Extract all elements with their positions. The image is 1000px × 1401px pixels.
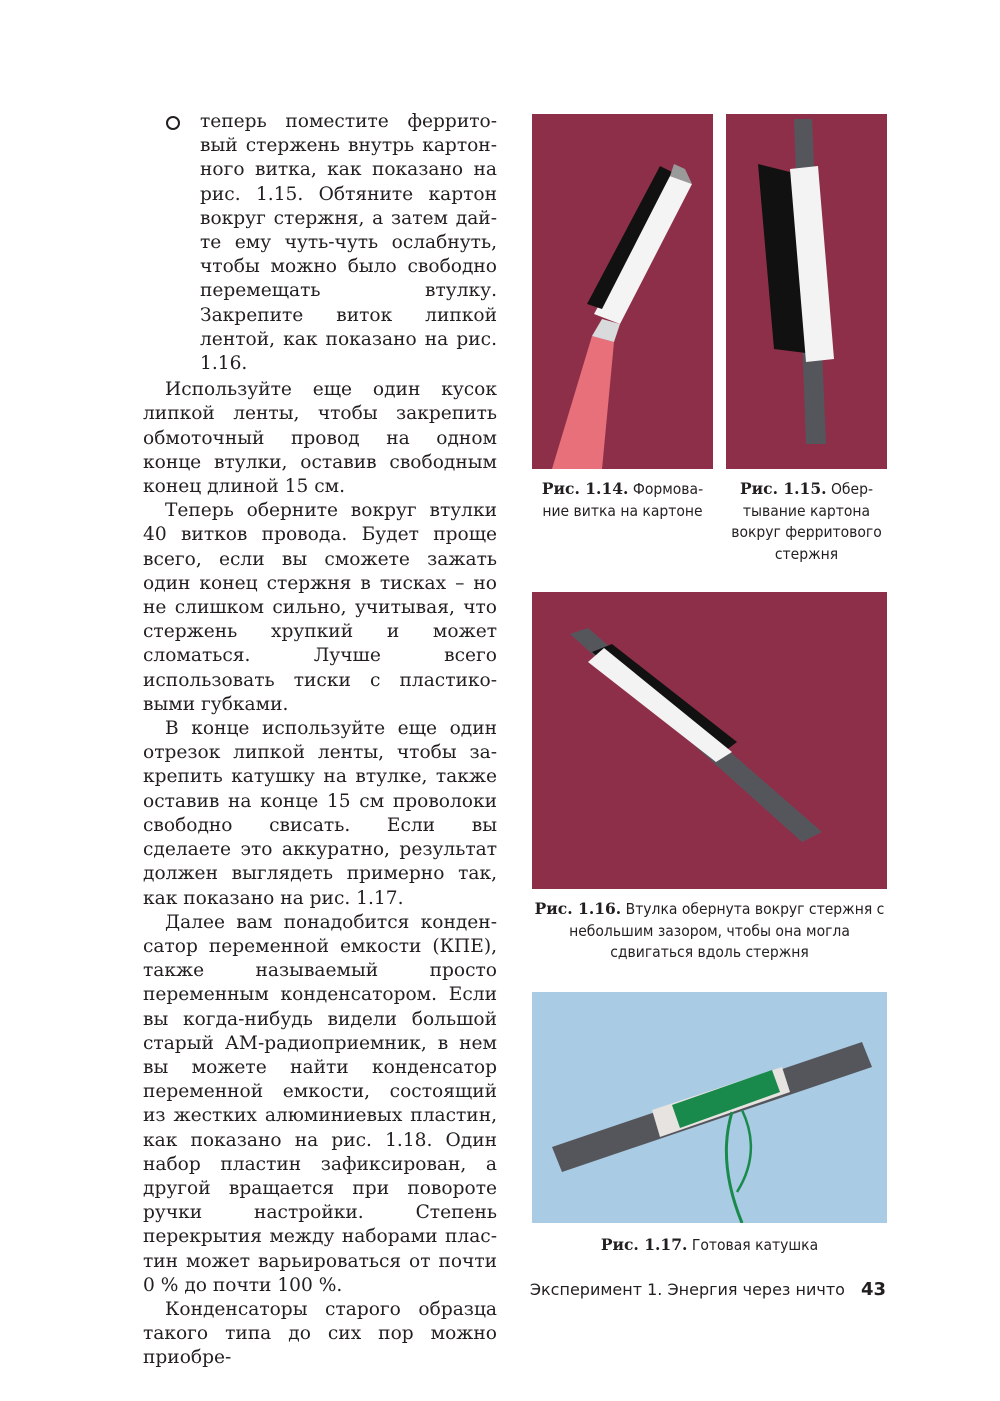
figure-1-16-photo [532, 592, 887, 889]
paragraph: Конденсаторы старого образца такого типа до сих пор можно приобре- [143, 1298, 497, 1369]
caption-text: Обертывание картона вокруг ферритового стержня [731, 480, 882, 563]
paragraph: Далее вам понадобится конденсатор переменной емкости (КПЕ), также называемый просто переменным конденсатором. Если вы когда-нибудь видели большой старый АМ-радиоприемник, в нем вы можете найти конденсатор переменной емкости, состоящий из жестких алюминиевых пластин, как показано на рис. 1.18. Один набор пластин зафиксирован, а другой вращается при повороте ручки настройки. Степень перекрытия между наборами пластин может варьироваться от почти 0 % до почти 100 %. [143, 911, 497, 1296]
paragraph: Теперь оберните вокруг втулки 40 витков провода. Будет проще всего, если вы сможете зажать один конец стержня в тисках – но не слишком сильно, учитывая, что стержень хрупкий и может сломаться. Лучше всего использовать тиски с пластиковыми губками. [143, 500, 497, 715]
caption-label: Рис. 1.16. [534, 899, 622, 918]
figure-1-17-caption [532, 1234, 887, 1257]
bullet-circle-icon [166, 116, 180, 130]
caption-label: Рис. 1.15. [739, 479, 827, 498]
figure-1-15-photo [726, 114, 887, 469]
paragraph: Используйте еще один кусок липкой ленты, чтобы закрепить обмоточный провод на одном конце втулки, оставив свободным конец длиной 15 см. [143, 379, 497, 498]
figure-1-16-caption [532, 898, 887, 964]
paragraph: В конце используйте еще один отрезок липкой ленты, чтобы закрепить катушку на втулке, также оставив на конце 15 см проволоки свободно свисать. Если вы сделаете это аккуратно, результат должен выглядеть примерно так, как показано на рис. 1.17. [143, 718, 497, 909]
figure-1-14-caption [532, 478, 713, 522]
caption-label: Рис. 1.17. [600, 1235, 688, 1254]
figure-1-15-caption [722, 478, 891, 565]
page-footer [530, 1279, 886, 1300]
figure-1-14-photo [532, 114, 713, 469]
caption-text: Втулка обернута вокруг стержня с небольшим зазором, чтобы она могла сдвигаться вдоль стержня [569, 900, 885, 961]
caption-text: Формование витка на картоне [542, 480, 704, 520]
page-number: 43 [860, 1279, 886, 1300]
running-head: Эксперимент 1. Энергия через ничто [529, 1280, 845, 1299]
body-text-column [143, 110, 497, 1371]
figure-1-17-photo [532, 992, 887, 1223]
bullet-item [143, 110, 497, 376]
caption-text: Готовая катушка [691, 1236, 819, 1254]
caption-label: Рис. 1.14. [541, 479, 629, 498]
bullet-text: теперь поместите ферритовый стержень внутрь картонного витка, как показано на рис. 1.15. Обтяните картон вокруг стержня, а затем дайте ему чуть-чуть ослабнуть, чтобы можно было свободно перемещать втулку. Закрепите виток липкой лентой, как показано на рис. 1.16. [200, 111, 497, 375]
